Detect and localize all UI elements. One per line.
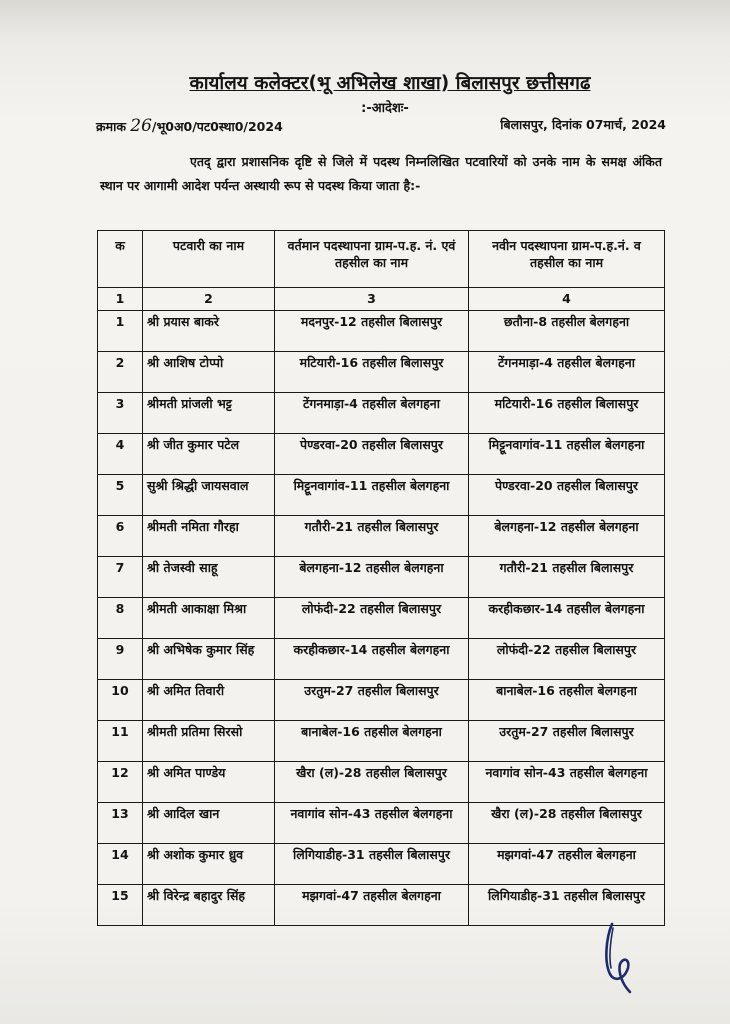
serial-cell: 2 <box>98 352 143 393</box>
new-posting-cell: मिट्टूनवागांव-11 तहसील बेलगहना <box>469 434 665 475</box>
ref-prefix: क्रमाक <box>96 119 126 134</box>
posting-table <box>97 230 665 926</box>
table-row <box>98 557 665 598</box>
col-number: 4 <box>469 288 665 311</box>
header-new-posting: नवीन पदस्थापना ग्राम-प.ह.नं. व तहसील का नाम <box>469 231 665 288</box>
column-number-row <box>98 288 665 311</box>
name-cell: श्री अशोक कुमार ध्रुव <box>143 844 275 885</box>
table-row <box>98 516 665 557</box>
new-posting-cell: नवागांव सोन-43 तहसील बेलगहना <box>469 762 665 803</box>
intro-paragraph: एतद् द्वारा प्रशासनिक दृष्टि से जिले में पदस्थ निम्नलिखित पटवारियों को उनके नाम के समक्ष अंकित स्थान पर आगामी आदेश पर्यन्त अस्थायी रूप से पदस्थ किया जाता है:- <box>100 154 662 193</box>
col-number: 2 <box>143 288 275 311</box>
table-row <box>98 680 665 721</box>
serial-cell: 5 <box>98 475 143 516</box>
serial-cell: 1 <box>98 311 143 352</box>
name-cell: श्रीमती आकाक्षा मिश्रा <box>143 598 275 639</box>
header-name: पटवारी का नाम <box>143 231 275 288</box>
ref-suffix: /भू0अ0/पट0स्था0/2024 <box>151 119 283 134</box>
new-posting-cell: लोफंदी-22 तहसील बिलासपुर <box>469 639 665 680</box>
serial-cell: 9 <box>98 639 143 680</box>
name-cell: श्री तेजस्वी साहू <box>143 557 275 598</box>
office-title: कार्यालय कलेक्टर(भू अभिलेख शाखा) बिलासपुर छत्तीसगढ <box>189 73 591 94</box>
new-posting-cell: मझगवां-47 तहसील बेलगहना <box>469 844 665 885</box>
name-cell: श्रीमती प्रांजली भट्ट <box>143 393 275 434</box>
table-row <box>98 311 665 352</box>
serial-cell: 11 <box>98 721 143 762</box>
new-posting-cell: लिगियाडीह-31 तहसील बिलासपुर <box>469 885 665 926</box>
table-row <box>98 844 665 885</box>
name-cell: श्री आशिष टोप्पो <box>143 352 275 393</box>
table-row <box>98 475 665 516</box>
name-cell: श्री विरेन्द्र बहादुर सिंह <box>143 885 275 926</box>
current-posting-cell: टेंगनमाड़ा-4 तहसील बेलगहना <box>275 393 469 434</box>
current-posting-cell: बानाबेल-16 तहसील बेलगहना <box>275 721 469 762</box>
current-posting-cell: मझगवां-47 तहसील बेलगहना <box>275 885 469 926</box>
serial-cell: 4 <box>98 434 143 475</box>
header-current-posting: वर्तमान पदस्थापना ग्राम-प.ह. नं. एवं तहसील का नाम <box>275 231 469 288</box>
signature-icon <box>598 918 638 998</box>
name-cell: श्री अमित तिवारी <box>143 680 275 721</box>
new-posting-cell: गतौरी-21 तहसील बिलासपुर <box>469 557 665 598</box>
current-posting-cell: मदनपुर-12 तहसील बिलासपुर <box>275 311 469 352</box>
name-cell: श्रीमती प्रतिमा सिरसो <box>143 721 275 762</box>
new-posting-cell: टेंगनमाड़ा-4 तहसील बेलगहना <box>469 352 665 393</box>
serial-cell: 14 <box>98 844 143 885</box>
table-row <box>98 803 665 844</box>
ref-number: 26 <box>130 116 152 136</box>
serial-cell: 13 <box>98 803 143 844</box>
current-posting-cell: खैरा (ल)-28 तहसील बिलासपुर <box>275 762 469 803</box>
new-posting-cell: खैरा (ल)-28 तहसील बिलासपुर <box>469 803 665 844</box>
current-posting-cell: लिगियाडीह-31 तहसील बिलासपुर <box>275 844 469 885</box>
new-posting-cell: उरतुम-27 तहसील बिलासपुर <box>469 721 665 762</box>
name-cell: श्री अभिषेक कुमार सिंह <box>143 639 275 680</box>
current-posting-cell: मटियारी-16 तहसील बिलासपुर <box>275 352 469 393</box>
table-row <box>98 393 665 434</box>
table-header-row <box>98 231 665 288</box>
table-row <box>98 762 665 803</box>
table-row <box>98 639 665 680</box>
new-posting-cell: करहीकछार-14 तहसील बेलगहना <box>469 598 665 639</box>
col-number: 3 <box>275 288 469 311</box>
name-cell: श्रीमती नमिता गौरहा <box>143 516 275 557</box>
current-posting-cell: करहीकछार-14 तहसील बेलगहना <box>275 639 469 680</box>
new-posting-cell: बानाबेल-16 तहसील बेलगहना <box>469 680 665 721</box>
table-row <box>98 598 665 639</box>
serial-cell: 6 <box>98 516 143 557</box>
current-posting-cell: गतौरी-21 तहसील बिलासपुर <box>275 516 469 557</box>
place-date: बिलासपुर, दिनांक 07मार्च, 2024 <box>500 117 666 132</box>
serial-cell: 7 <box>98 557 143 598</box>
name-cell: श्री जीत कुमार पटेल <box>143 434 275 475</box>
new-posting-cell: बेलगहना-12 तहसील बेलगहना <box>469 516 665 557</box>
name-cell: श्री आदिल खान <box>143 803 275 844</box>
serial-cell: 8 <box>98 598 143 639</box>
new-posting-cell: छतौना-8 तहसील बेलगहना <box>469 311 665 352</box>
reference-line <box>96 116 666 136</box>
table-row <box>98 885 665 926</box>
order-heading: :-आदेशः- <box>361 101 409 116</box>
name-cell: श्री अमित पाण्डेय <box>143 762 275 803</box>
col-number: 1 <box>98 288 143 311</box>
table-row <box>98 434 665 475</box>
current-posting-cell: पेण्डरवा-20 तहसील बिलासपुर <box>275 434 469 475</box>
current-posting-cell: मिट्टूनवागांव-11 तहसील बेलगहना <box>275 475 469 516</box>
header-serial: क <box>98 231 143 288</box>
serial-cell: 15 <box>98 885 143 926</box>
serial-cell: 3 <box>98 393 143 434</box>
table-row <box>98 352 665 393</box>
current-posting-cell: लोफंदी-22 तहसील बिलासपुर <box>275 598 469 639</box>
new-posting-cell: मटियारी-16 तहसील बिलासपुर <box>469 393 665 434</box>
current-posting-cell: उरतुम-27 तहसील बिलासपुर <box>275 680 469 721</box>
serial-cell: 10 <box>98 680 143 721</box>
name-cell: सुश्री श्रिद्धी जायसवाल <box>143 475 275 516</box>
current-posting-cell: बेलगहना-12 तहसील बेलगहना <box>275 557 469 598</box>
serial-cell: 12 <box>98 762 143 803</box>
new-posting-cell: पेण्डरवा-20 तहसील बिलासपुर <box>469 475 665 516</box>
table-row <box>98 721 665 762</box>
current-posting-cell: नवागांव सोन-43 तहसील बेलगहना <box>275 803 469 844</box>
name-cell: श्री प्रयास बाकरे <box>143 311 275 352</box>
